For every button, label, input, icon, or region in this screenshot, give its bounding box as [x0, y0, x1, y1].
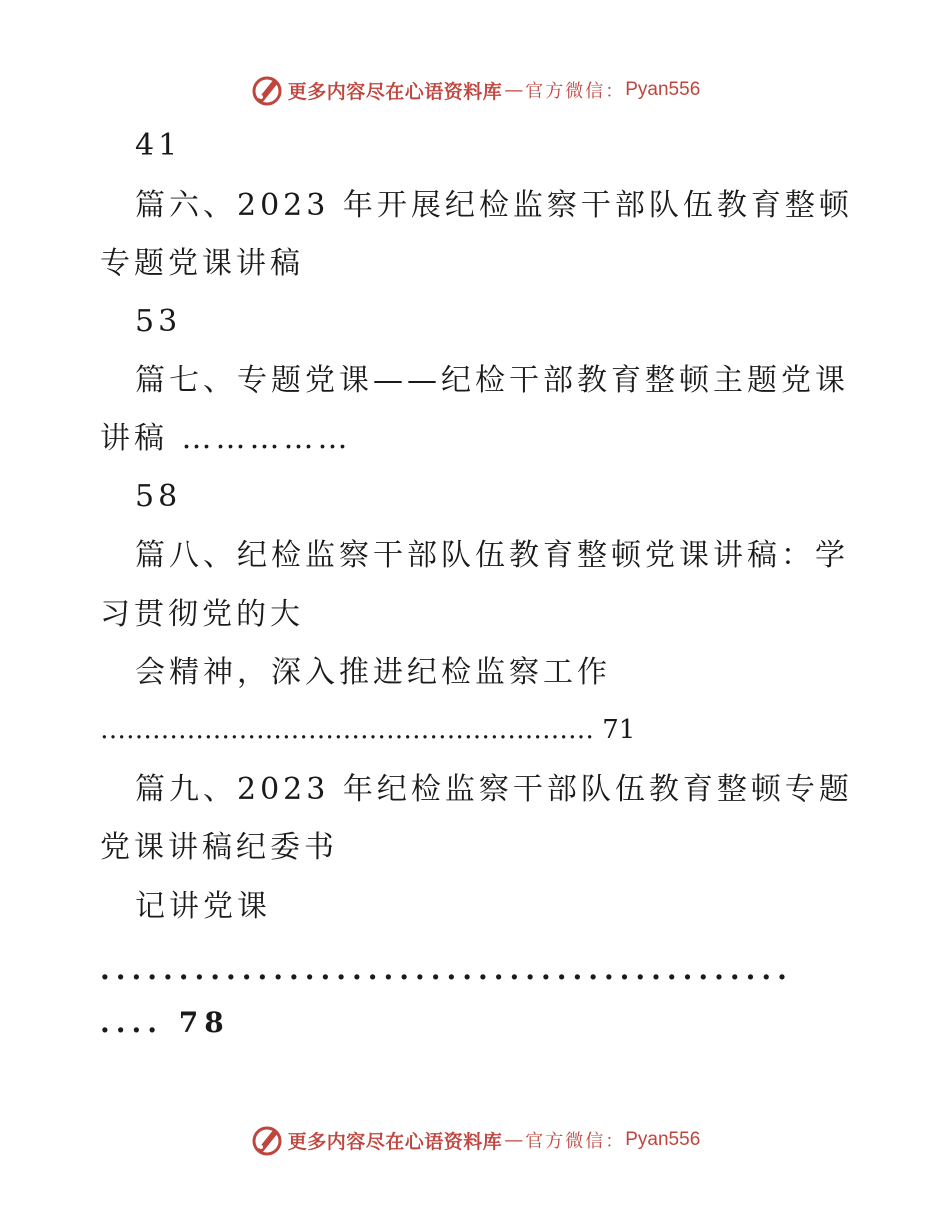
header-banner [0, 70, 950, 110]
pen-logo-icon [250, 1123, 284, 1157]
footer-banner [0, 1120, 950, 1160]
banner-handle: Pyan556 [625, 1129, 701, 1150]
banner-separator: — [504, 79, 524, 101]
banner-handle: Pyan556 [625, 79, 701, 100]
banner-official-label: 官方微信： [525, 1131, 626, 1152]
pen-logo-icon [250, 73, 284, 107]
toc-entry-title: 篇八、纪检监察干部队伍教育整顿党课讲稿：学 [135, 538, 849, 573]
toc-page-number: 58 [135, 479, 182, 514]
toc-leader-dots: ............................................ [100, 953, 793, 986]
toc-entry-title-cont: 会精神，深入推进纪检监察工作 [135, 655, 611, 690]
banner-separator: — [504, 1129, 524, 1151]
toc-entry-title-cont: 专题党课讲稿 [100, 246, 304, 281]
toc-page-number: 41 [135, 128, 182, 163]
banner-text: 更多内容尽在心语资料库 [287, 80, 503, 103]
toc-entry-title: 篇六、2023 年开展纪检监察干部队伍教育整顿 [135, 188, 853, 223]
toc-page-number: 53 [135, 304, 182, 339]
toc-entry-title-cont: 记讲党课 [135, 889, 271, 924]
toc-entry-title: 篇九、2023 年纪检监察干部队伍教育整顿专题 [135, 772, 853, 807]
toc-entry-title-cont: 讲稿 …………… [100, 421, 352, 456]
toc-leader-and-page: .... 78 [100, 1006, 230, 1039]
banner-official-label: 官方微信： [525, 81, 626, 102]
banner-text: 更多内容尽在心语资料库 [287, 1130, 503, 1153]
toc-entry-title-cont: 党课讲稿纪委书 [100, 830, 338, 865]
toc-entry-title-cont: 习贯彻党的大 [100, 597, 304, 632]
toc-entry-title: 篇七、专题党课——纪检干部教育整顿主题党课 [135, 363, 849, 398]
toc-leader-and-page: ………………………………………………… 71 [100, 715, 636, 745]
